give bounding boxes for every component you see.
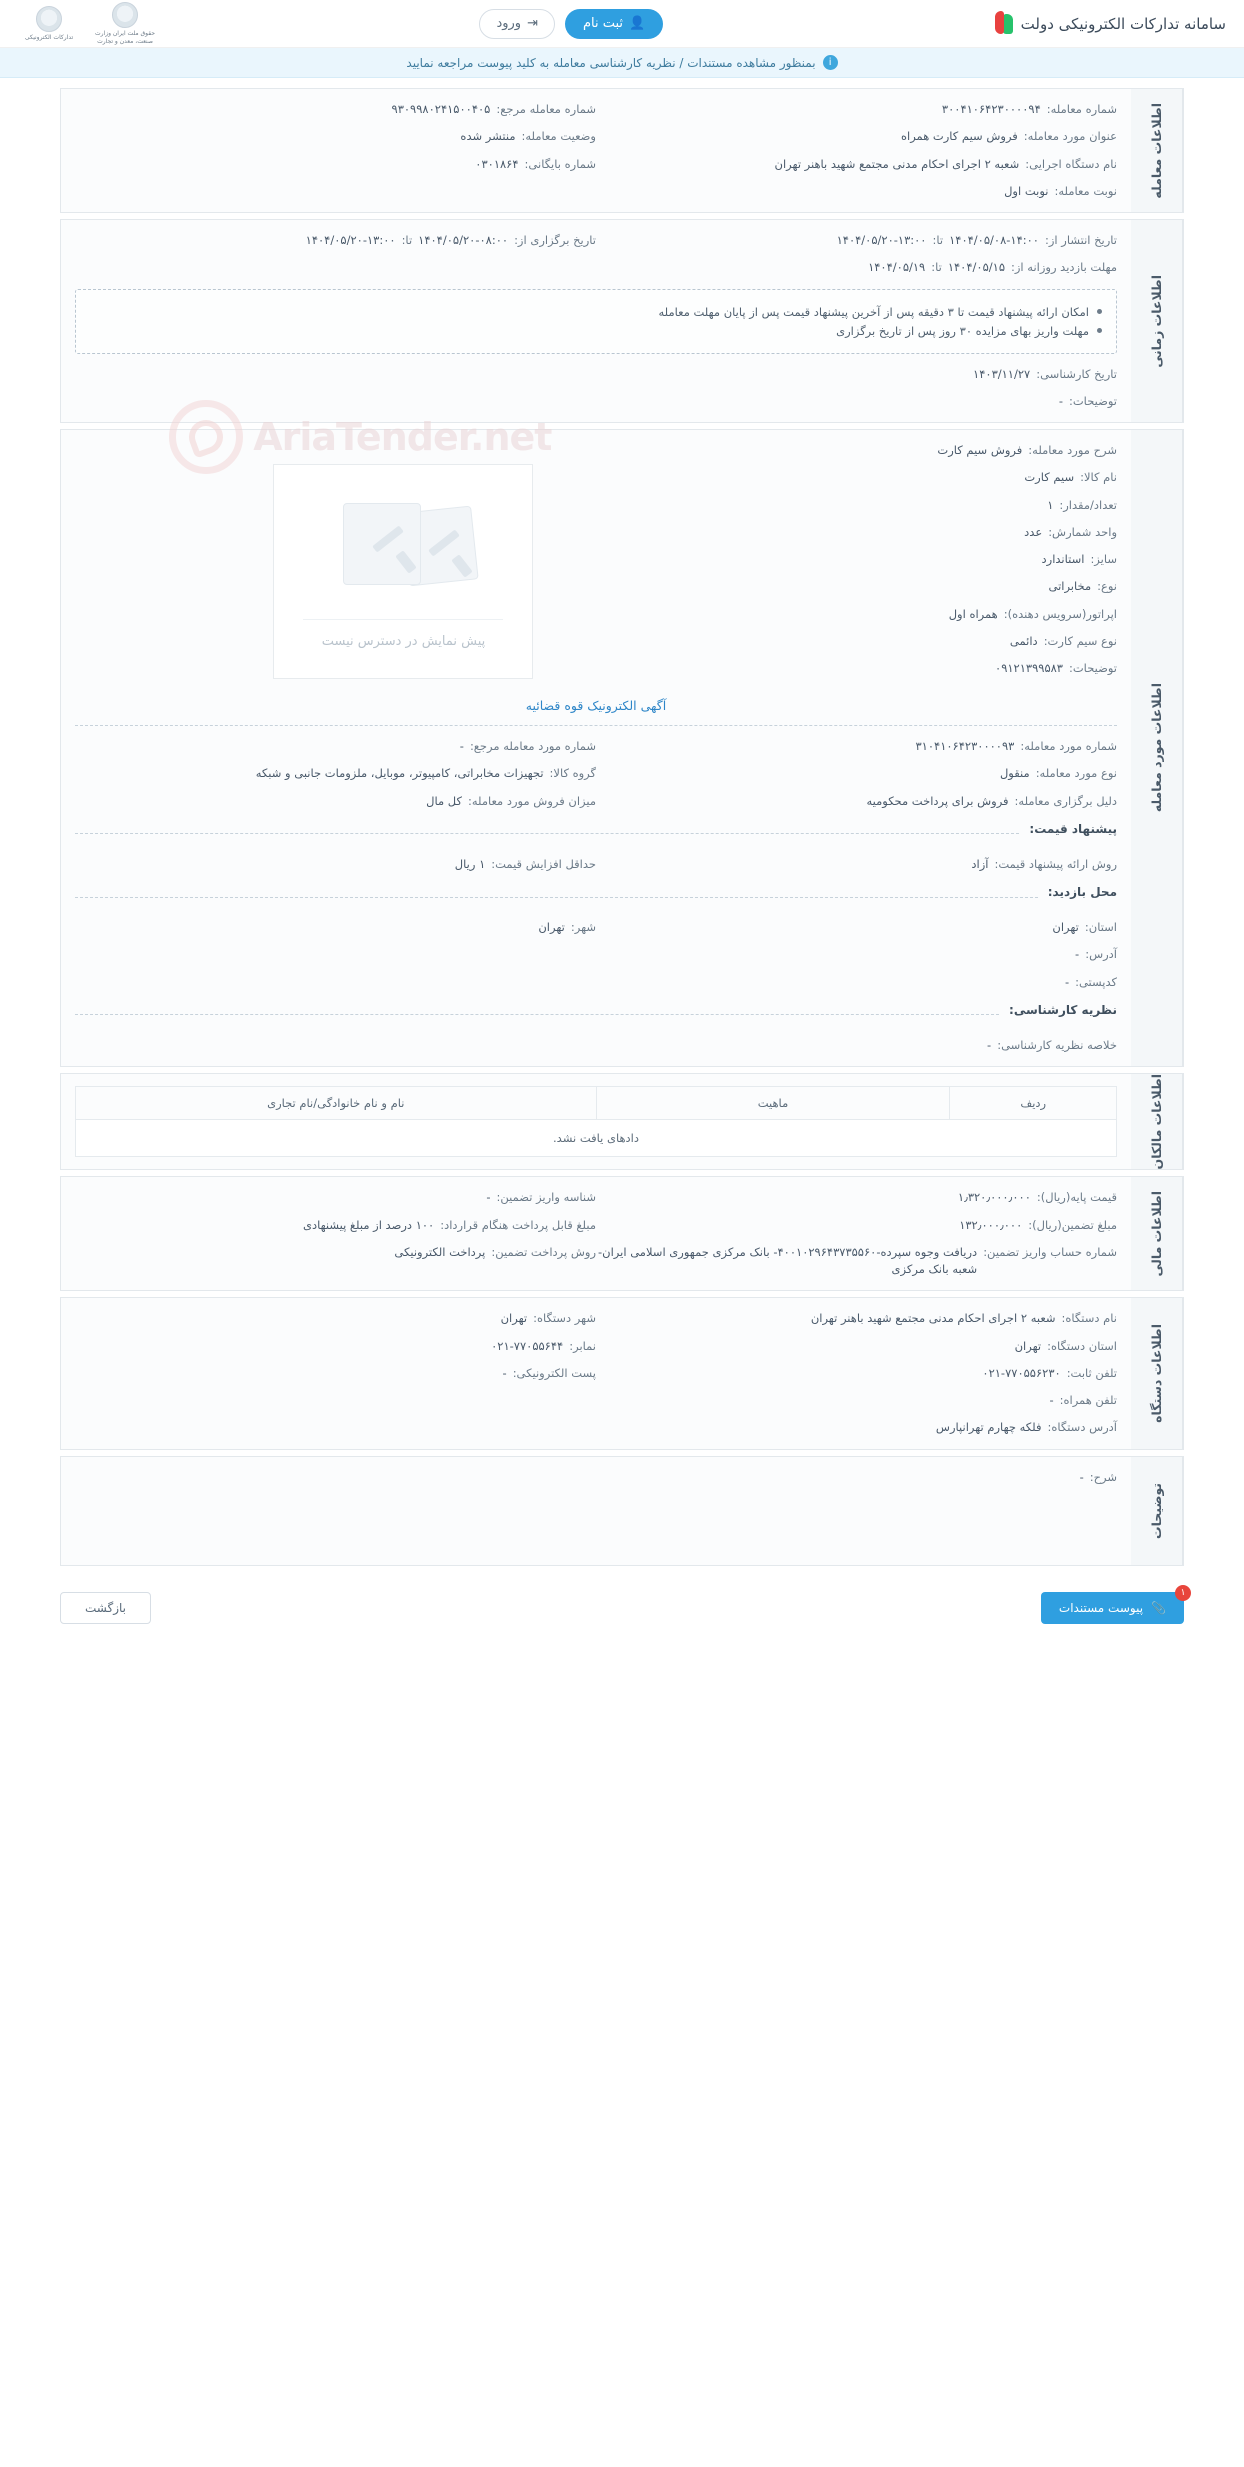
section-label-deal-info [1131,89,1183,212]
section-label-text: اطلاعات زمانی [1149,274,1164,368]
financial-left-col [75,1189,596,1278]
field-label: شماره معامله: [1046,102,1117,116]
field-row [75,765,596,782]
section-label-agency-info [1131,1298,1183,1448]
field-value: ۱۴۰۳/۱۱/۲۷ [973,366,1031,381]
section-label-subject-info [1131,430,1183,1066]
field-row [75,738,596,755]
judiciary-eannouncement-link[interactable]: آگهی الکترونیک قوه قضائیه [525,698,667,713]
back-label: بازگشت [85,1600,126,1615]
field-value: ۱۰۰ درصد از مبلغ پیشنهادی [302,1217,435,1232]
field-row [533,469,1117,486]
field-value: ۰۹۱۲۱۳۹۹۵۸۳ [995,661,1063,675]
notice-text: بمنظور مشاهده مستندات / نظریه کارشناسی معامله به کلید پیوست مراجعه نمایید [406,55,816,70]
section-label-extra-info [1131,1457,1183,1565]
field-label: وضعیت معامله: [521,129,596,144]
field-label: آدرس دستگاه: [1047,1420,1117,1435]
brand-title: سامانه تدارکات الکترونیکی دولت [1020,14,1226,33]
field-row [75,156,596,173]
field-label: میزان فروش مورد معامله: [467,793,596,808]
time-info-left-col [75,232,596,287]
field-label: نوع: [1097,579,1117,594]
field-value: ۱۴۰۴/۰۵/۱۵ [947,260,1005,275]
section-agency-info [60,1297,1184,1449]
field-label: مبلغ قابل پرداخت هنگام قرارداد: [440,1217,596,1232]
time-info-bullets-box [75,289,1117,354]
section-body-extra-info [61,1457,1131,1565]
expert-head-row [75,1003,1117,1027]
field-label: شهر: [570,920,596,934]
section-body-deal-info [61,89,1131,212]
field-value: فروش برای پرداخت محکومیه [866,793,1009,808]
agency-right-col [596,1310,1117,1436]
section-label-text: اطلاعات معامله [1149,102,1164,199]
bullet-text: مهلت واریز بهای مزایده ۳۰ روز پس از تاریخ برگزاری [836,323,1089,338]
bullet-dot-icon [1097,328,1102,333]
field-value: ۳۰۰۴۱۰۶۴۲۳۰۰۰۰۹۴ [941,102,1041,116]
field-value: سیم کارت [1024,470,1075,485]
field-label: نوع مورد معامله: [1035,766,1117,781]
watermark-text: AriaTender.net [253,415,552,459]
field-value: مخابراتی [1048,579,1092,594]
field-label: پست الکترونیکی: [512,1365,596,1380]
notice-bar [0,48,1244,78]
field-value: ۰۲۱-۷۷۰۵۵۶۴۴ [491,1338,564,1353]
field-value: - [459,739,464,753]
section-label-financial-info [1131,1177,1183,1290]
field-to-label: تا: [932,233,944,247]
field-row [596,101,1117,118]
field-label: گروه کالا: [549,766,596,781]
field-row [596,259,1117,276]
field-row-notes [75,393,1117,410]
visit-right-col [596,919,1117,991]
field-value: ۱۴۰۴/۰۵/۲۰-۰۸:۰۰ [418,233,509,247]
field-value: - [1079,1469,1084,1484]
field-label: شماره مورد معامله مرجع: [469,739,596,753]
field-value: آزاد [971,856,989,871]
field-label: واحد شمارش: [1048,524,1117,539]
gov-badge-setad [18,6,80,42]
bullet-text: امکان ارائه پیشنهاد قیمت تا ۳ دقیقه پس از آخرین پیشنهاد قیمت پس از پایان مهلت معامله [658,304,1089,319]
field-value: ۱۳۲٫۰۰۰٫۰۰۰ [959,1217,1023,1232]
field-label: حداقل افزایش قیمت: [491,856,596,871]
section-body-time-info [61,220,1131,422]
table-header-row [76,1087,1117,1120]
field-label: روش پرداخت تضمین: [491,1244,596,1259]
field-label: سایز: [1090,552,1117,566]
info-icon: i [823,55,838,70]
field-value: فروش سیم کارت [937,443,1023,457]
back-button[interactable] [60,1592,151,1624]
price-head: پیشنهاد قیمت: [1029,821,1117,836]
divider [303,619,503,620]
section-label-text: اطلاعات مالکان [1149,1074,1164,1170]
section-label-text: اطلاعات مورد معامله [1149,683,1164,813]
field-value: منقول [999,766,1030,781]
price-right-col [596,856,1117,873]
field-value: - [502,1365,507,1380]
field-row [596,765,1117,782]
section-label-text: اطلاعات دستگاه [1149,1324,1164,1423]
field-value: ۱ [1047,497,1054,512]
section-body-financial-info [61,1177,1131,1290]
bullet-dot-icon [1097,309,1102,314]
deal-info-left-col [75,101,596,200]
divider [75,725,1117,726]
field-row [75,128,596,145]
field-value: - [987,1037,992,1052]
field-value: تهران [1052,920,1079,934]
register-label: ثبت نام [582,16,624,31]
field-value: دریافت وجوه سپرده-۴۰۰۱۰۲۹۶۴۳۷۳۵۵۶۰- بانک مرکزی جمهوری اسلامی ایران- شعبه بانک مرکزی [598,1244,978,1277]
field-label: نوع سیم کارت: [1043,633,1117,648]
field-value: تجهیزات مخابراتی، کامپیوتر، موبایل، ملزومات جانبی و شبکه [255,766,544,781]
section-financial-info [60,1176,1184,1291]
field-row-expert-summary [75,1037,1117,1054]
field-to-label: تا: [931,260,942,275]
price-left-col [75,856,596,873]
time-info-right-col [596,232,1117,287]
field-value: فروش سیم کارت همراه [900,129,1018,144]
section-body-agency-info [61,1298,1131,1448]
field-row [596,128,1117,145]
field-label: تاریخ انتشار از: [1045,233,1117,247]
field-label: نوبت معامله: [1054,183,1117,198]
field-row [533,633,1117,650]
field-value: عدد [1024,524,1043,539]
field-row-description [75,1469,1117,1486]
gov-badge-setad-label: تدارکات الکترونیکی [24,33,74,41]
login-label: ورود [496,16,522,31]
gov-logos [18,2,156,45]
gov-badge-ministry [94,2,156,45]
field-row [75,1310,596,1327]
gov-badge-ministry-label: حقوق ملت ایران وزارت صنعت، معدن و تجارت [94,30,156,45]
attachments-label: پیوست مستندات [1058,1600,1144,1615]
field-value: همراه اول [948,606,998,621]
field-row [596,793,1117,810]
field-label: خلاصه نظریه کارشناسی: [997,1037,1117,1052]
price-head-row [75,822,1117,846]
field-row [533,660,1117,677]
empty-state-text: دادهای یافت نشد. [76,1120,1117,1157]
user-plus-icon: 👤 [629,16,646,31]
field-label: شرح: [1089,1469,1117,1484]
login-button[interactable] [479,9,555,39]
attachments-count-badge: ۱ [1175,1585,1191,1601]
field-value: فلکه چهارم تهرانپارس [935,1420,1042,1435]
subject-block1-right [596,738,1117,810]
field-value: - [1058,393,1063,408]
field-row [75,1365,596,1382]
field-label: عنوان مورد معامله: [1023,129,1117,144]
field-value: تهران [1014,1338,1042,1353]
footer-actions [0,1580,1244,1646]
bullet-item [90,324,1102,338]
col-nature: ماهیت [596,1087,950,1120]
deal-info-right-col [596,101,1117,200]
field-value: - [486,1190,491,1205]
paperclip-icon: 📎 [1151,1600,1166,1615]
field-value: ۳۱۰۴۱۰۶۴۲۳۰۰۰۰۹۳ [915,739,1015,753]
field-label: شرح مورد معامله: [1028,443,1117,457]
field-row [75,1189,596,1206]
field-value: پرداخت الکترونیکی [394,1244,486,1259]
field-row [533,551,1117,568]
field-label: تاریخ برگزاری از: [514,233,596,247]
field-label: شماره بایگانی: [524,156,596,171]
field-label: شناسه واریز تضمین: [496,1190,596,1205]
brand [987,11,1226,37]
col-name: نام و نام خانوادگی/نام تجاری [76,1087,597,1120]
field-row [533,442,1117,459]
field-label: قیمت پایه(ریال): [1036,1190,1117,1205]
field-row [596,1392,1117,1409]
field-value: ۰۳۰۱۸۶۴ [475,156,519,171]
field-label: اپراتور(سرویس دهنده): [1003,606,1117,621]
agency-left-col [75,1310,596,1436]
field-row [75,1244,596,1261]
field-value: - [1049,1393,1054,1408]
section-label-text: توضیحات [1149,1482,1164,1539]
section-label-text: اطلاعات مالی [1149,1191,1164,1277]
field-row [75,232,596,249]
field-row [75,1338,596,1355]
field-row [75,919,596,936]
field-to-value: ۱۴۰۴/۰۵/۲۰-۱۳:۰۰ [836,233,927,247]
field-value: ۱۴۰۴/۰۵/۰۸-۱۴:۰۰ [949,233,1039,247]
financial-right-col [596,1189,1117,1278]
field-label: آدرس: [1085,947,1117,962]
field-row [75,101,596,118]
attachments-button[interactable] [1041,1587,1186,1624]
register-button[interactable] [565,9,663,39]
field-label: مبلغ تضمین(ریال): [1028,1217,1117,1232]
field-row [596,1310,1117,1327]
field-value: ۹۳۰۹۹۸۰۲۴۱۵۰۰۴۰۵ [391,102,491,116]
field-row [596,946,1117,963]
field-row [596,1217,1117,1234]
field-row [533,524,1117,541]
section-subject-info [60,415,1184,1067]
field-label: روش ارائه پیشنهاد قیمت: [994,856,1117,871]
field-row [596,856,1117,873]
setad-logo-icon [987,11,1013,37]
field-row [596,1419,1117,1436]
field-to-value: ۱۴۰۴/۰۵/۱۹ [868,260,926,275]
field-value: ۱ ریال [454,856,486,871]
col-row-number: ردیف [950,1087,1117,1120]
field-label: نام کالا: [1080,470,1117,485]
field-value: منتشر شده [460,129,516,144]
field-row [596,1338,1117,1355]
section-body-owners-info [61,1074,1131,1169]
visit-head: محل بازدید: [1047,885,1117,899]
field-value: تهران [500,1311,528,1326]
section-label-time-info [1131,220,1183,422]
sections-wrapper [0,78,1244,1580]
field-value: دائمی [1009,633,1038,648]
field-row [596,1244,1117,1279]
field-to-label: تا: [401,233,413,247]
field-value: شعبه ۲ اجرای احکام مدنی مجتمع شهید باهنر تهران [810,1311,1056,1326]
field-label: مهلت بازدید روزانه از: [1011,260,1117,275]
field-label: نام دستگاه اجرایی: [1025,156,1117,171]
field-label: تلفن ثابت: [1066,1365,1117,1380]
field-row [75,1217,596,1234]
field-value: شعبه ۲ اجرای احکام مدنی مجتمع شهید باهنر تهران [774,156,1020,171]
field-value: ۱٫۳۲۰٫۰۰۰٫۰۰۰ [957,1190,1031,1205]
field-row [596,919,1117,936]
field-value: تهران [538,920,565,934]
field-row [596,738,1117,755]
visit-head-row [75,885,1117,909]
field-value: استاندارد [1041,552,1085,566]
seal-icon [112,2,138,28]
field-row [533,497,1117,514]
subject-media-col [75,415,552,692]
field-row [596,156,1117,173]
field-value: نوبت اول [1004,183,1049,198]
field-label: استان: [1084,920,1117,934]
visit-left-col [75,919,596,991]
auth-actions [479,9,663,39]
field-label: نمابر: [569,1338,596,1353]
field-label: دلیل برگزاری معامله: [1014,793,1117,808]
section-extra-info [60,1456,1184,1566]
field-row [596,1189,1117,1206]
field-label: شماره معامله مرجع: [496,102,596,116]
field-row [75,856,596,873]
subject-block1-left [75,738,596,810]
subject-details-col [533,442,1117,687]
field-label: شهر دستگاه: [533,1311,596,1326]
field-value: - [1075,947,1080,962]
field-row [75,793,596,810]
field-label: توضیحات: [1068,393,1117,408]
field-to-value: ۱۴۰۴/۰۵/۲۰-۱۳:۰۰ [305,233,396,247]
field-label: تعداد/مقدار: [1059,497,1117,512]
section-deal-info [60,88,1184,213]
field-row [596,232,1117,249]
field-value: - [1064,974,1070,989]
gavel-placeholder-icon [323,495,483,605]
field-row [533,606,1117,623]
field-row-expert-date [75,366,1117,383]
table-row-empty [76,1120,1117,1157]
section-time-info [60,219,1184,423]
field-row [596,1365,1117,1382]
field-label: شماره حساب واریز تضمین: [983,1244,1117,1259]
field-label: توضیحات: [1068,661,1117,675]
field-row [533,578,1117,595]
field-label: کدپستی: [1075,974,1117,989]
field-row [596,183,1117,200]
image-preview-card[interactable] [273,464,533,679]
field-label: تاریخ کارشناسی: [1036,366,1117,381]
section-label-owners-info [1131,1074,1183,1169]
field-row [596,974,1117,991]
top-header [0,0,1244,48]
field-label: شماره مورد معامله: [1020,739,1117,753]
field-label: نام دستگاه: [1061,1311,1117,1326]
section-owners-info [60,1073,1184,1170]
preview-unavailable-text: پیش نمایش در دسترس نیست [321,633,486,649]
bullet-item [90,305,1102,319]
field-value: ۰۲۱-۷۷۰۵۵۶۲۳۰ [982,1365,1061,1380]
login-arrow-icon: ⇥ [527,16,538,31]
seal-icon-2 [36,6,62,32]
owners-table [75,1086,1117,1157]
field-label: استان دستگاه: [1047,1338,1117,1353]
field-value: کل مال [426,793,462,808]
section-body-subject-info [61,415,1131,1066]
field-label: تلفن همراه: [1059,1393,1117,1408]
expert-head: نظریه کارشناسی: [1009,1002,1117,1017]
